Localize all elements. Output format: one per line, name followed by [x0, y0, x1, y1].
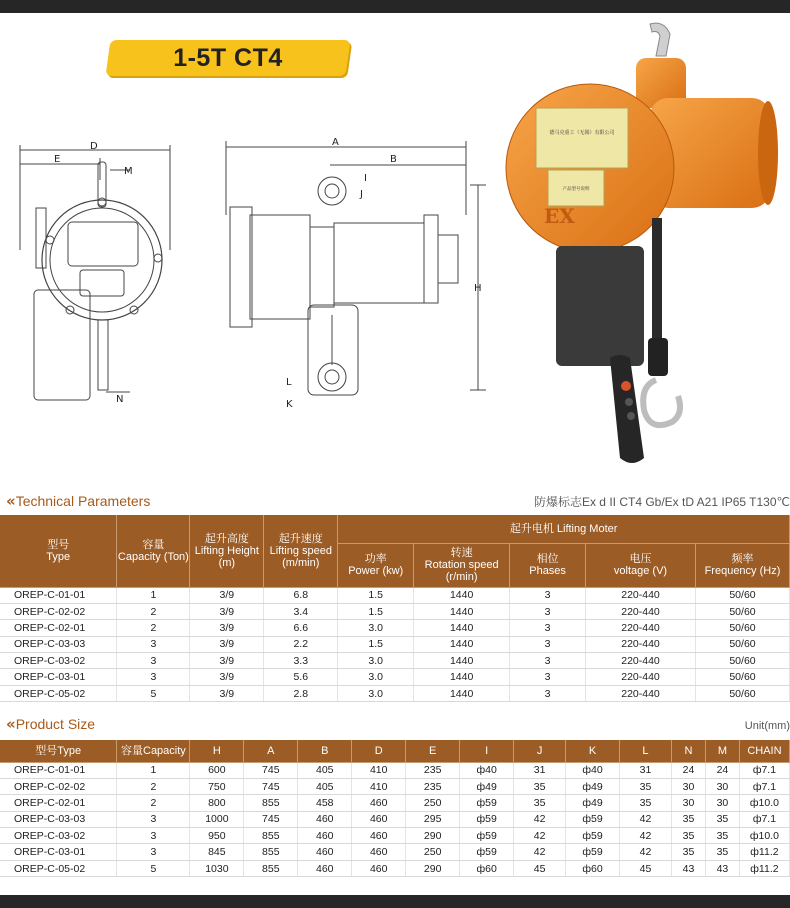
table-cell: 3 — [510, 685, 586, 701]
table-cell: 1440 — [414, 669, 510, 685]
table-cell: 220-440 — [586, 636, 696, 652]
table-cell: 745 — [244, 778, 298, 794]
size-header-cell: L — [620, 740, 672, 762]
table-cell: OREP-C-05-02 — [0, 685, 117, 701]
tech-header-type: 型号 Type — [0, 515, 117, 587]
table-cell: 1440 — [414, 620, 510, 636]
table-cell: 50/60 — [695, 636, 789, 652]
tech-header-lifting-speed: 起升速度 Lifting speed (m/min) — [264, 515, 338, 587]
table-cell: 410 — [352, 778, 406, 794]
table-cell: 5.6 — [264, 669, 338, 685]
table-cell: 2 — [117, 620, 190, 636]
table-cell: 235 — [406, 762, 460, 778]
table-cell: 295 — [406, 811, 460, 827]
table-cell: 31 — [620, 762, 672, 778]
table-cell: ф11.2 — [739, 844, 789, 860]
table-cell: 35 — [620, 795, 672, 811]
table-row — [0, 778, 790, 794]
size-header-cell: E — [406, 740, 460, 762]
table-cell: 1440 — [414, 587, 510, 603]
table-cell: ф59 — [460, 828, 514, 844]
table-cell: 50/60 — [695, 669, 789, 685]
table-row — [0, 762, 790, 778]
table-cell: 750 — [190, 778, 244, 794]
table-cell: 2 — [117, 603, 190, 619]
table-cell: 3 — [117, 669, 190, 685]
table-cell: 3 — [117, 844, 190, 860]
table-cell: 220-440 — [586, 603, 696, 619]
table-cell: 460 — [352, 811, 406, 827]
tech-header-phases: 相位 Phases — [510, 543, 586, 587]
table-cell: 3 — [117, 636, 190, 652]
table-cell: 220-440 — [586, 620, 696, 636]
table-cell: 1.5 — [338, 587, 414, 603]
table-cell: 35 — [705, 844, 739, 860]
tech-header-capacity: 容量 Capacity (Ton) — [117, 515, 190, 587]
table-cell: 35 — [514, 778, 566, 794]
table-cell: 800 — [190, 795, 244, 811]
table-cell: 250 — [406, 795, 460, 811]
table-cell: 5 — [117, 860, 190, 876]
table-cell: 43 — [671, 860, 705, 876]
table-cell: 290 — [406, 860, 460, 876]
table-cell: OREP-C-02-02 — [0, 778, 117, 794]
table-cell: OREP-C-03-02 — [0, 828, 117, 844]
table-cell: 35 — [620, 778, 672, 794]
dim-label-i: I — [364, 173, 367, 184]
table-cell: ф49 — [566, 778, 620, 794]
table-cell: 35 — [514, 795, 566, 811]
table-cell: ф49 — [460, 778, 514, 794]
table-cell: 2.8 — [264, 685, 338, 701]
table-cell: 35 — [705, 828, 739, 844]
table-cell: 3/9 — [190, 587, 264, 603]
table-cell: 2 — [117, 795, 190, 811]
chevron-left-icon: « — [6, 715, 12, 733]
table-cell: OREP-C-03-02 — [0, 653, 117, 669]
tech-section-heading — [6, 492, 150, 510]
table-cell: 1000 — [190, 811, 244, 827]
table-cell: 42 — [514, 811, 566, 827]
table-cell: 3 — [117, 811, 190, 827]
table-cell: 3.0 — [338, 620, 414, 636]
table-cell: ф60 — [460, 860, 514, 876]
size-header-cell: N — [671, 740, 705, 762]
table-cell: OREP-C-01-01 — [0, 587, 117, 603]
size-header-cell: J — [514, 740, 566, 762]
tech-header-power: 功率 Power (kw) — [338, 543, 414, 587]
top-bar — [0, 0, 790, 13]
table-cell: ф60 — [566, 860, 620, 876]
table-cell: 458 — [298, 795, 352, 811]
table-cell: OREP-C-03-01 — [0, 844, 117, 860]
table-cell: ф59 — [460, 795, 514, 811]
size-header-cell: H — [190, 740, 244, 762]
table-cell: 855 — [244, 828, 298, 844]
table-cell: ф10.0 — [739, 795, 789, 811]
table-cell: 6.6 — [264, 620, 338, 636]
table-cell: OREP-C-03-01 — [0, 669, 117, 685]
table-cell: 3/9 — [190, 620, 264, 636]
size-header-cell: M — [705, 740, 739, 762]
table-cell: 3 — [510, 603, 586, 619]
table-cell: 745 — [244, 762, 298, 778]
table-cell: ф7.1 — [739, 778, 789, 794]
table-cell: 45 — [514, 860, 566, 876]
table-cell: OREP-C-02-01 — [0, 620, 117, 636]
product-size-table — [0, 740, 790, 877]
table-cell: 220-440 — [586, 669, 696, 685]
size-section-heading — [6, 715, 95, 733]
table-cell: ф40 — [460, 762, 514, 778]
table-row — [0, 685, 790, 701]
table-cell: OREP-C-02-01 — [0, 795, 117, 811]
table-cell: OREP-C-03-03 — [0, 811, 117, 827]
table-cell: 24 — [705, 762, 739, 778]
table-cell: 1 — [117, 587, 190, 603]
table-cell: 3/9 — [190, 603, 264, 619]
table-cell: 35 — [671, 828, 705, 844]
table-cell: 2.2 — [264, 636, 338, 652]
table-cell: ф59 — [566, 844, 620, 860]
table-cell: 3.0 — [338, 653, 414, 669]
table-cell: 45 — [620, 860, 672, 876]
table-row — [0, 669, 790, 685]
table-cell: 1 — [117, 762, 190, 778]
ex-marking-text: 防爆标志Ex d II CT4 Gb/Ex tD A21 IP65 T130℃ — [533, 495, 790, 509]
dim-label-e: E — [54, 154, 61, 165]
table-row — [0, 795, 790, 811]
tech-header-motor-group: 起升电机 Lifting Moter — [338, 515, 790, 543]
table-cell: 1.5 — [338, 636, 414, 652]
size-header-cell: B — [298, 740, 352, 762]
dim-label-k: K — [286, 399, 293, 410]
tech-header-rotation-speed: 转速 Rotation speed (r/min) — [414, 543, 510, 587]
table-cell: 460 — [352, 844, 406, 860]
dim-label-d: D — [90, 141, 98, 152]
table-cell: 3 — [510, 636, 586, 652]
table-cell: 1440 — [414, 653, 510, 669]
bottom-bar — [0, 895, 790, 908]
dim-label-a: A — [332, 137, 339, 148]
table-cell: ф59 — [460, 844, 514, 860]
table-cell: 3/9 — [190, 653, 264, 669]
size-header-cell: D — [352, 740, 406, 762]
table-cell: 250 — [406, 844, 460, 860]
table-cell: 6.8 — [264, 587, 338, 603]
ex-mark: EX — [544, 204, 575, 228]
table-row — [0, 603, 790, 619]
table-cell: 30 — [671, 778, 705, 794]
table-cell: 855 — [244, 844, 298, 860]
dim-label-m: M — [124, 166, 133, 177]
table-cell: 30 — [705, 795, 739, 811]
table-row — [0, 828, 790, 844]
dim-label-l: L — [286, 377, 292, 388]
table-cell: 405 — [298, 778, 352, 794]
table-cell: 42 — [620, 844, 672, 860]
table-row — [0, 860, 790, 876]
tech-header-frequency: 频率 Frequency (Hz) — [695, 543, 789, 587]
dim-label-j: J — [360, 189, 363, 200]
table-cell: 1440 — [414, 636, 510, 652]
table-cell: 3 — [117, 828, 190, 844]
table-cell: 220-440 — [586, 653, 696, 669]
chevron-left-icon: « — [6, 492, 12, 510]
table-row — [0, 636, 790, 652]
table-cell: 460 — [352, 860, 406, 876]
table-cell: 24 — [671, 762, 705, 778]
table-cell: 745 — [244, 811, 298, 827]
table-cell: ф10.0 — [739, 828, 789, 844]
size-header-cell: CHAIN — [739, 740, 789, 762]
page-title: 1-5T CT4 — [173, 44, 283, 72]
unit-note: Unit(mm) — [744, 720, 790, 732]
table-cell: 460 — [352, 828, 406, 844]
side-view-drawing — [220, 135, 500, 415]
table-cell: 220-440 — [586, 587, 696, 603]
table-cell: 950 — [190, 828, 244, 844]
table-cell: ф49 — [566, 795, 620, 811]
table-cell: 35 — [671, 844, 705, 860]
table-cell: 31 — [514, 762, 566, 778]
table-cell: 3/9 — [190, 669, 264, 685]
size-header-cell: K — [566, 740, 620, 762]
table-cell: 1440 — [414, 603, 510, 619]
table-cell: 3 — [117, 653, 190, 669]
table-cell: 2 — [117, 778, 190, 794]
table-cell: 220-440 — [586, 685, 696, 701]
dim-label-h: H — [474, 283, 482, 294]
table-cell: 410 — [352, 762, 406, 778]
table-cell: ф7.1 — [739, 762, 789, 778]
table-row — [0, 653, 790, 669]
table-cell: 42 — [514, 828, 566, 844]
table-cell: 460 — [298, 860, 352, 876]
tech-header-voltage: 电压 voltage (V) — [586, 543, 696, 587]
table-cell: 3/9 — [190, 636, 264, 652]
table-cell: 405 — [298, 762, 352, 778]
table-cell: 43 — [705, 860, 739, 876]
table-cell: 50/60 — [695, 653, 789, 669]
table-cell: 50/60 — [695, 603, 789, 619]
table-cell: 42 — [620, 811, 672, 827]
table-cell: ф40 — [566, 762, 620, 778]
table-cell: ф59 — [460, 811, 514, 827]
table-row — [0, 620, 790, 636]
table-row — [0, 844, 790, 860]
table-cell: OREP-C-02-02 — [0, 603, 117, 619]
table-cell: 235 — [406, 778, 460, 794]
table-cell: 50/60 — [695, 685, 789, 701]
table-cell: 5 — [117, 685, 190, 701]
table-cell: ф7.1 — [739, 811, 789, 827]
hoist-product-photo — [500, 18, 790, 470]
table-cell: ф11.2 — [739, 860, 789, 876]
front-view-drawing — [10, 140, 180, 410]
table-cell: 460 — [298, 811, 352, 827]
table-cell: 855 — [244, 795, 298, 811]
table-cell: 460 — [298, 828, 352, 844]
table-cell: 50/60 — [695, 620, 789, 636]
table-cell: 3 — [510, 620, 586, 636]
table-cell: OREP-C-05-02 — [0, 860, 117, 876]
dim-label-n: N — [116, 394, 124, 405]
table-cell: ф59 — [566, 828, 620, 844]
nameplate-text: 德马克重工（无锡）有限公司 — [549, 130, 615, 136]
table-cell: ф59 — [566, 811, 620, 827]
table-cell: 855 — [244, 860, 298, 876]
table-cell: 3/9 — [190, 685, 264, 701]
size-section-title: Product Size — [15, 716, 96, 732]
tech-section-title: Technical Parameters — [15, 493, 151, 509]
table-cell: 3 — [510, 653, 586, 669]
table-cell: 290 — [406, 828, 460, 844]
table-cell: 50/60 — [695, 587, 789, 603]
table-cell: 3.4 — [264, 603, 338, 619]
table-cell: 460 — [352, 795, 406, 811]
table-cell: 3.0 — [338, 685, 414, 701]
table-cell: 1440 — [414, 685, 510, 701]
table-cell: 845 — [190, 844, 244, 860]
table-cell: 35 — [671, 811, 705, 827]
table-cell: OREP-C-01-01 — [0, 762, 117, 778]
nameplate-subtext: 产品型号说明 — [562, 187, 590, 192]
table-cell: 30 — [671, 795, 705, 811]
table-cell: OREP-C-03-03 — [0, 636, 117, 652]
table-cell: 42 — [620, 828, 672, 844]
size-header-cell: A — [244, 740, 298, 762]
tech-header-lifting-height: 起升高度 Lifting Height (m) — [190, 515, 264, 587]
size-header-cell: 型号Type — [0, 740, 117, 762]
table-row — [0, 811, 790, 827]
table-cell: 3 — [510, 669, 586, 685]
size-header-cell: I — [460, 740, 514, 762]
table-cell: 3.0 — [338, 669, 414, 685]
table-cell: 3 — [510, 587, 586, 603]
table-cell: 3.3 — [264, 653, 338, 669]
table-row — [0, 587, 790, 603]
table-cell: 600 — [190, 762, 244, 778]
table-cell: 42 — [514, 844, 566, 860]
table-cell: 35 — [705, 811, 739, 827]
table-cell: 1.5 — [338, 603, 414, 619]
table-cell: 1030 — [190, 860, 244, 876]
technical-parameters-table — [0, 515, 790, 702]
table-cell: 460 — [298, 844, 352, 860]
size-header-cell: 容量Capacity — [117, 740, 190, 762]
dim-label-b: B — [390, 154, 397, 165]
table-cell: 30 — [705, 778, 739, 794]
